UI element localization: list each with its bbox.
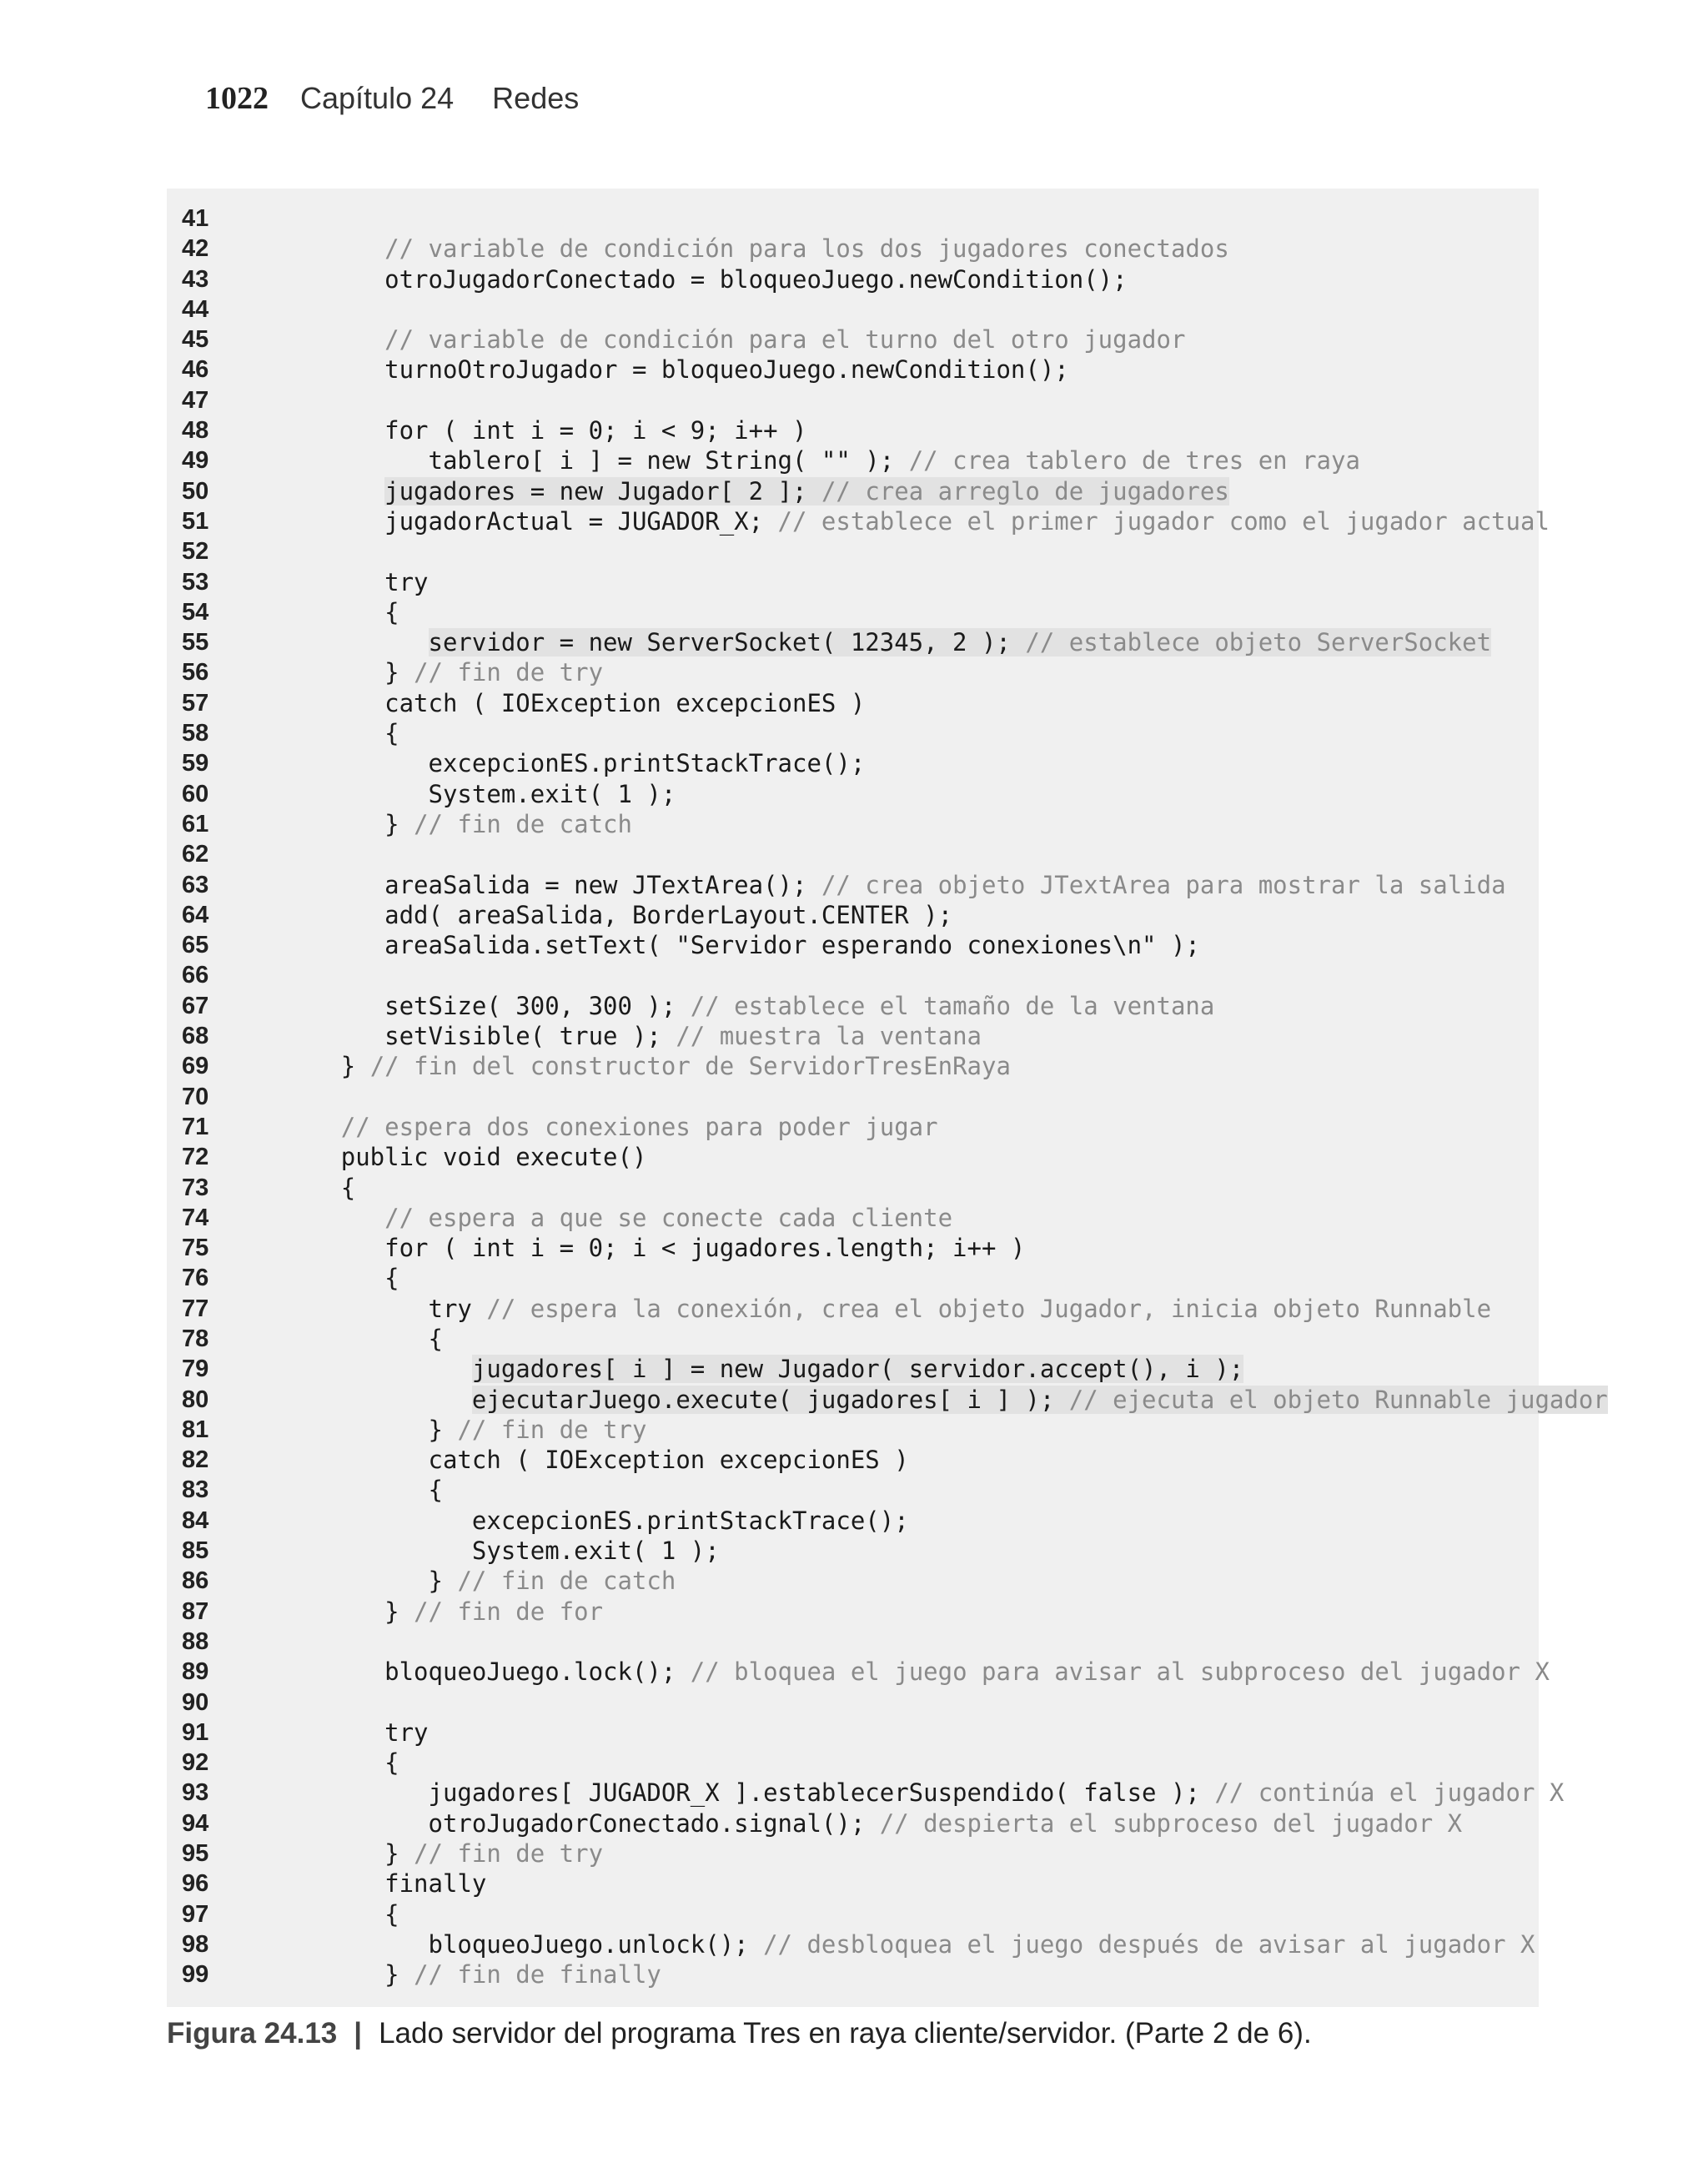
code-line	[167, 567, 1539, 597]
code-statement: {	[384, 597, 399, 626]
code-line	[167, 1869, 1539, 1899]
code-text	[254, 324, 1185, 355]
line-number: 84	[182, 1506, 209, 1534]
line-number: 74	[182, 1204, 209, 1231]
code-line	[167, 1506, 1539, 1536]
line-number: 69	[182, 1053, 209, 1080]
code-line	[167, 627, 1539, 657]
line-number: 58	[182, 720, 209, 747]
code-text	[254, 1233, 1025, 1263]
line-number: 49	[182, 447, 209, 475]
line-number: 98	[182, 1930, 209, 1958]
code-text	[254, 809, 632, 839]
code-comment: // crea arreglo de jugadores	[821, 476, 1229, 506]
code-text	[254, 1657, 1550, 1687]
caption-text: Lado servidor del programa Tres en raya cliente/servidor. (Parte 2 de 6).	[379, 2017, 1312, 2050]
code-statement: turnoOtroJugador = bloqueoJuego.newCondition();	[384, 355, 1069, 385]
figure-label: Figura 24.13	[167, 2017, 338, 2050]
code-line	[167, 1748, 1539, 1778]
code-line	[167, 688, 1539, 718]
code-text	[254, 597, 399, 627]
line-number: 66	[182, 962, 209, 989]
code-line	[167, 1808, 1539, 1838]
line-number: 73	[182, 1174, 209, 1201]
code-statement: for ( int i = 0; i < 9; i++ )	[384, 416, 807, 445]
code-text	[254, 1718, 429, 1748]
code-text	[254, 1203, 952, 1233]
code-line	[167, 536, 1539, 566]
figure-caption	[167, 2017, 1312, 2050]
code-line	[167, 1929, 1539, 1959]
code-line	[167, 1627, 1539, 1657]
code-statement: {	[340, 1173, 356, 1202]
line-number: 53	[182, 568, 209, 596]
code-statement: for ( int i = 0; i < jugadores.length; i++ )	[384, 1234, 1026, 1263]
code-line	[167, 1778, 1565, 1808]
code-statement: bloqueoJuego.unlock();	[428, 1929, 764, 1959]
code-statement: }	[428, 1567, 458, 1596]
code-line	[167, 1324, 1539, 1354]
code-statement: finally	[384, 1869, 487, 1899]
code-comment: // variable de condición para el turno del otro jugador	[384, 325, 1186, 355]
line-number: 81	[182, 1416, 209, 1443]
code-text	[254, 1536, 720, 1566]
line-number: 60	[182, 780, 209, 807]
line-number: 41	[182, 205, 209, 232]
code-text	[254, 1051, 1011, 1081]
code-line	[167, 1051, 1539, 1081]
line-number: 46	[182, 356, 209, 384]
code-line	[167, 1838, 1539, 1869]
code-line	[167, 748, 1539, 778]
code-line	[167, 1899, 1539, 1929]
code-line	[167, 1959, 1539, 1989]
code-statement: }	[340, 1052, 370, 1081]
code-line	[167, 385, 1539, 415]
code-line	[167, 1354, 1539, 1384]
line-number: 59	[182, 750, 209, 777]
code-line	[167, 1082, 1539, 1112]
code-text	[254, 657, 603, 687]
line-number: 68	[182, 1023, 209, 1050]
code-line	[167, 718, 1539, 748]
code-text	[254, 415, 806, 445]
line-number: 61	[182, 810, 209, 837]
line-number: 62	[182, 841, 209, 868]
code-line	[167, 415, 1539, 445]
code-text	[254, 1778, 1564, 1808]
code-line	[167, 900, 1539, 930]
code-text	[254, 779, 676, 809]
code-line	[167, 355, 1539, 385]
code-statement: catch ( IOException excepcionES )	[384, 688, 866, 717]
code-statement: areaSalida = new JTextArea();	[384, 870, 821, 899]
code-text	[254, 1263, 399, 1293]
code-comment: // crea objeto JTextArea para mostrar la salida	[821, 870, 1506, 899]
code-line	[167, 294, 1539, 324]
code-text	[254, 1021, 982, 1051]
code-line	[167, 960, 1539, 990]
code-text	[254, 870, 1506, 900]
line-number: 76	[182, 1265, 209, 1292]
code-line	[167, 1597, 1539, 1627]
code-text	[254, 445, 1360, 475]
code-statement: jugadores[ i ] = new Jugador( servidor.accept(), i );	[471, 1355, 1244, 1384]
line-number: 47	[182, 386, 209, 414]
line-number: 90	[182, 1688, 209, 1716]
code-line	[167, 930, 1539, 960]
code-text	[254, 1415, 646, 1445]
code-line	[167, 1475, 1539, 1505]
code-comment: // espera a que se conecte cada cliente	[384, 1203, 953, 1232]
line-number: 48	[182, 417, 209, 445]
code-lines	[167, 204, 1608, 1990]
code-statement: bloqueoJuego.lock();	[384, 1657, 691, 1687]
code-statement: try	[384, 1718, 429, 1747]
code-statement: }	[384, 1960, 414, 1989]
line-number: 92	[182, 1749, 209, 1777]
code-line	[167, 324, 1539, 355]
code-comment: // fin de catch	[414, 809, 632, 838]
code-line	[167, 1385, 1608, 1415]
code-statement: otroJugadorConectado = bloqueoJuego.newCondition();	[384, 264, 1128, 294]
code-text	[254, 1566, 676, 1596]
line-number: 44	[182, 295, 209, 323]
code-line	[167, 264, 1539, 294]
line-number: 71	[182, 1113, 209, 1140]
line-number: 57	[182, 689, 209, 717]
caption-separator: |	[354, 2017, 363, 2050]
code-line	[167, 234, 1539, 264]
line-number: 50	[182, 477, 209, 505]
code-line	[167, 1566, 1539, 1596]
code-comment: // ejecuta el objeto Runnable jugador	[1068, 1385, 1608, 1414]
code-text	[254, 1929, 1535, 1959]
code-line	[167, 657, 1539, 687]
code-text	[254, 355, 1069, 385]
code-text	[254, 900, 952, 930]
code-statement: ejecutarJuego.execute( jugadores[ i ] );	[471, 1385, 1069, 1414]
code-line	[167, 1263, 1539, 1293]
line-number: 75	[182, 1235, 209, 1262]
line-number: 94	[182, 1809, 209, 1837]
code-statement: {	[428, 1476, 443, 1505]
code-comment: // espera la conexión, crea el objeto Jugador, inicia objeto Runnable	[486, 1294, 1492, 1323]
code-line	[167, 476, 1539, 506]
running-head	[205, 80, 579, 117]
code-line	[167, 445, 1539, 475]
line-number: 91	[182, 1718, 209, 1746]
code-text	[254, 506, 1550, 536]
code-text	[254, 1475, 443, 1505]
code-statement: excepcionES.printStackTrace();	[471, 1506, 909, 1535]
line-number: 63	[182, 871, 209, 898]
chapter-title: Capítulo 24	[300, 81, 455, 115]
code-statement: }	[384, 1839, 414, 1869]
line-number: 65	[182, 932, 209, 959]
code-line	[167, 1718, 1539, 1748]
code-comment: // desbloquea el juego después de avisar al jugador X	[763, 1929, 1535, 1959]
line-number: 80	[182, 1386, 209, 1413]
code-statement: areaSalida.setText( "Servidor esperando conexiones\n" );	[384, 931, 1200, 960]
code-statement: add( areaSalida, BorderLayout.CENTER );	[384, 900, 953, 929]
code-statement: }	[428, 1415, 458, 1444]
code-text	[254, 627, 1491, 657]
code-line	[167, 1233, 1539, 1263]
code-line	[167, 779, 1539, 809]
code-statement: setVisible( true );	[384, 1022, 676, 1051]
code-comment: // fin de for	[414, 1597, 604, 1626]
code-line	[167, 991, 1539, 1021]
page-number: 1022	[205, 81, 269, 116]
code-statement: }	[384, 1597, 414, 1626]
code-statement: jugadores = new Jugador[ 2 ];	[384, 476, 821, 506]
code-comment: // muestra la ventana	[676, 1022, 982, 1051]
code-text	[254, 1112, 938, 1142]
code-line	[167, 204, 1539, 234]
code-text	[254, 1959, 661, 1989]
code-comment: // crea tablero de tres en raya	[908, 446, 1360, 475]
line-number: 45	[182, 326, 209, 354]
code-line	[167, 597, 1539, 627]
line-number: 64	[182, 901, 209, 928]
code-comment: // espera dos conexiones para poder jugar	[340, 1112, 938, 1141]
line-number: 99	[182, 1961, 209, 1989]
code-text	[254, 1748, 399, 1778]
code-line	[167, 870, 1539, 900]
code-line	[167, 1203, 1539, 1233]
code-comment: // fin de catch	[457, 1567, 676, 1596]
code-comment: // fin de try	[414, 1839, 604, 1869]
code-statement: public void execute()	[340, 1143, 647, 1172]
code-comment: // despierta el subproceso del jugador X	[879, 1808, 1463, 1838]
line-number: 89	[182, 1658, 209, 1686]
line-number: 70	[182, 1083, 209, 1110]
line-number: 72	[182, 1144, 209, 1171]
code-statement: {	[384, 1748, 399, 1778]
code-text	[254, 1899, 399, 1929]
code-text	[254, 748, 865, 778]
line-number: 88	[182, 1627, 209, 1655]
line-number: 51	[182, 507, 209, 535]
code-statement: catch ( IOException excepcionES )	[428, 1446, 909, 1475]
code-text	[254, 1597, 603, 1627]
code-statement: try	[428, 1294, 487, 1323]
code-text	[254, 1869, 486, 1899]
code-text	[254, 1808, 1462, 1838]
code-line	[167, 1142, 1539, 1172]
line-number: 96	[182, 1870, 209, 1898]
line-number: 67	[182, 992, 209, 1019]
code-line	[167, 1294, 1539, 1324]
code-text	[254, 688, 865, 718]
code-comment: // variable de condición para los dos jugadores conectados	[384, 234, 1229, 264]
code-comment: // continúa el jugador X	[1214, 1778, 1565, 1808]
code-text	[254, 234, 1229, 264]
code-statement: tablero[ i ] = new String( "" );	[428, 446, 909, 475]
line-number: 43	[182, 265, 209, 293]
line-number: 54	[182, 598, 209, 626]
code-listing	[167, 189, 1608, 2007]
code-text	[254, 476, 1229, 506]
code-text	[254, 1385, 1608, 1415]
code-statement: jugadores[ JUGADOR_X ].establecerSuspendido( false );	[428, 1778, 1215, 1808]
code-comment: // establece objeto ServerSocket	[1025, 628, 1492, 657]
line-number: 95	[182, 1840, 209, 1868]
chapter-topic: Redes	[492, 81, 580, 115]
line-number: 52	[182, 538, 209, 566]
code-text	[254, 718, 399, 748]
code-statement: try	[384, 567, 429, 596]
code-text	[254, 930, 1200, 960]
code-text	[254, 1445, 909, 1475]
code-comment: // bloquea el juego para avisar al subproceso del jugador X	[690, 1657, 1550, 1687]
code-text	[254, 567, 429, 597]
code-statement: excepcionES.printStackTrace();	[428, 749, 866, 778]
code-statement: servidor = new ServerSocket( 12345, 2 );	[428, 628, 1026, 657]
code-statement: System.exit( 1 );	[428, 779, 676, 808]
code-statement: otroJugadorConectado.signal();	[428, 1808, 880, 1838]
line-number: 87	[182, 1597, 209, 1625]
code-statement: }	[384, 809, 414, 838]
code-text	[254, 1324, 443, 1354]
line-number: 93	[182, 1779, 209, 1807]
code-statement: {	[428, 1324, 443, 1353]
code-line	[167, 839, 1539, 869]
code-line	[167, 1688, 1539, 1718]
code-comment: // fin de finally	[414, 1960, 661, 1989]
code-line	[167, 506, 1550, 536]
line-number: 42	[182, 235, 209, 263]
code-statement: setSize( 300, 300 );	[384, 991, 691, 1020]
code-line	[167, 1112, 1539, 1142]
code-statement: }	[384, 658, 414, 687]
code-text	[254, 264, 1128, 294]
code-comment: // fin de try	[457, 1415, 647, 1444]
code-comment: // establece el primer jugador como el jugador actual	[777, 506, 1550, 536]
code-statement: System.exit( 1 );	[471, 1537, 720, 1566]
line-number: 56	[182, 659, 209, 687]
code-statement: {	[384, 719, 399, 748]
code-line	[167, 1536, 1539, 1566]
line-number: 83	[182, 1476, 209, 1504]
line-number: 79	[182, 1356, 209, 1383]
code-line	[167, 1173, 1539, 1203]
code-text	[254, 1354, 1243, 1384]
code-statement: {	[384, 1899, 399, 1929]
code-statement: jugadorActual = JUGADOR_X;	[384, 506, 778, 536]
code-line	[167, 1415, 1539, 1445]
code-line	[167, 1445, 1539, 1475]
line-number: 82	[182, 1446, 209, 1474]
line-number: 85	[182, 1537, 209, 1565]
code-text	[254, 1506, 909, 1536]
code-statement: {	[384, 1264, 399, 1293]
code-line	[167, 1657, 1550, 1687]
code-line	[167, 809, 1539, 839]
code-text	[254, 1294, 1491, 1324]
code-comment: // establece el tamaño de la ventana	[690, 991, 1215, 1020]
code-text	[254, 1173, 355, 1203]
line-number: 97	[182, 1900, 209, 1928]
code-comment: // fin de try	[414, 658, 604, 687]
line-number: 77	[182, 1295, 209, 1322]
code-text	[254, 991, 1214, 1021]
code-comment: // fin del constructor de ServidorTresEnRaya	[369, 1052, 1011, 1081]
code-text	[254, 1838, 603, 1869]
line-number: 55	[182, 629, 209, 656]
line-number: 78	[182, 1325, 209, 1352]
code-line	[167, 1021, 1539, 1051]
line-number: 86	[182, 1567, 209, 1595]
code-text	[254, 1142, 646, 1172]
